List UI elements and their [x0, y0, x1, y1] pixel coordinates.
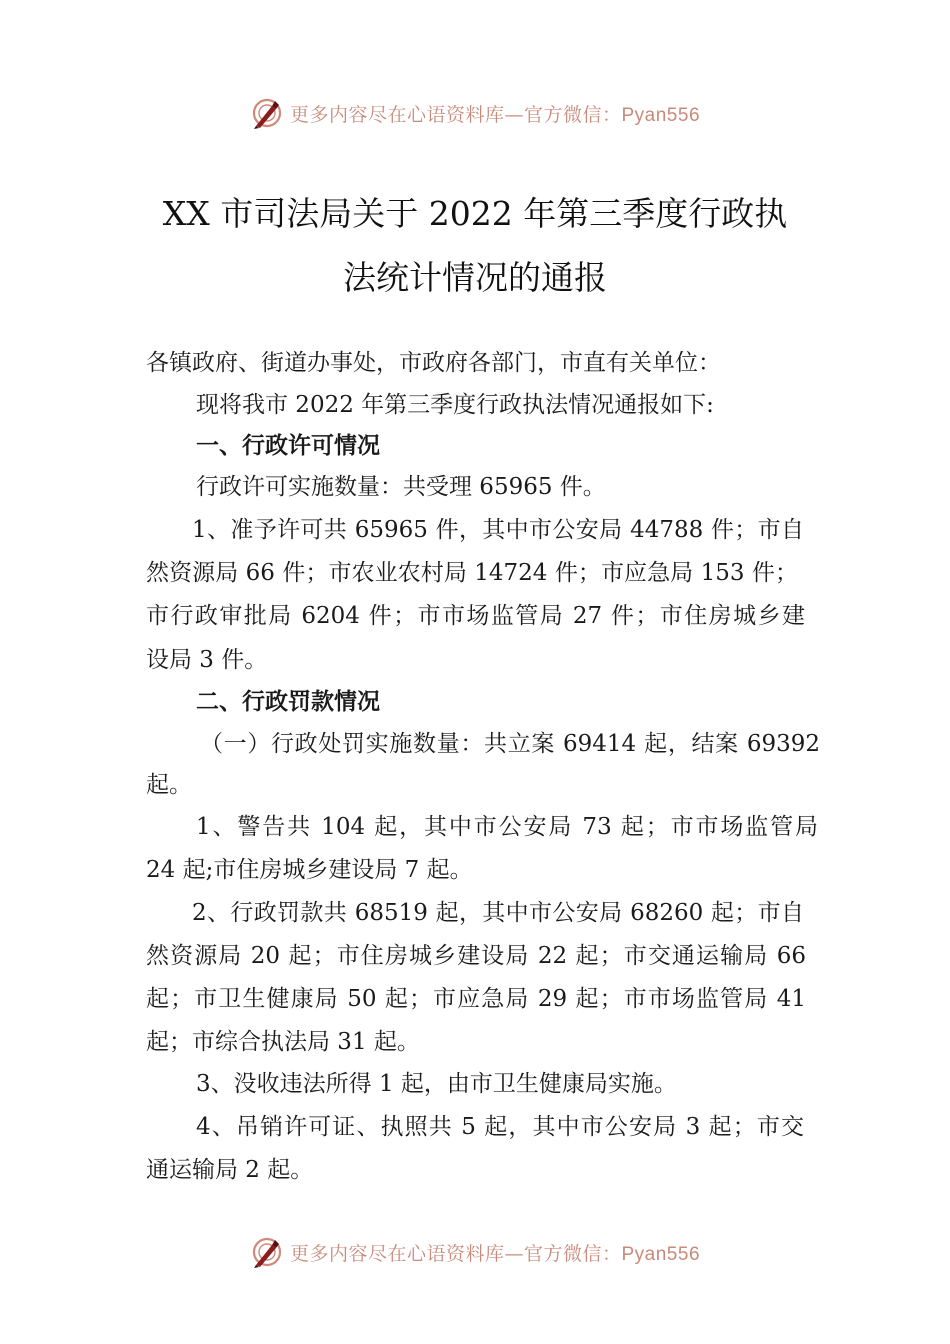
s1-item1-line1: 1、准予许可共 65965 件，其中市公安局 44788 件；市自	[192, 517, 804, 543]
s2-item1-line1: 1、警告共 104 起，其中市公安局 73 起；市市场监管局	[196, 814, 818, 840]
section-heading-1: 一、行政许可情况	[196, 433, 380, 459]
wechat-id: Pyan556	[621, 104, 701, 126]
s2-item1-line2: 24 起;市住房城乡建设局 7 起。	[146, 857, 473, 883]
wechat-id: Pyan556	[621, 1243, 701, 1265]
s2-item4-line2: 通运输局 2 起。	[146, 1157, 314, 1183]
watermark-text: 更多内容尽在心语资料库—官方微信：Pyan556	[289, 103, 701, 126]
s2-item3: 3、没收违法所得 1 起，由市卫生健康局实施。	[196, 1071, 677, 1097]
s1-item1-line3: 市行政审批局 6204 件；市市场监管局 27 件；市住房城乡建	[146, 603, 805, 629]
pen-logo-icon	[250, 96, 284, 130]
watermark-banner-bottom	[0, 1232, 950, 1272]
s2-sub1-line2: 起。	[146, 772, 192, 798]
s1-item1-line2: 然资源局 66 件；市农业农村局 14724 件；市应急局 153 件；	[146, 560, 798, 586]
s2-sub1-line1: （一）行政处罚实施数量：共立案 69414 起，结案 69392	[200, 731, 820, 757]
document-title-line-2: 法统计情况的通报	[343, 258, 607, 297]
s2-item2-line3: 起；市卫生健康局 50 起；市应急局 29 起；市市场监管局 41	[146, 986, 806, 1012]
s2-item2-line4: 起；市综合执法局 31 起。	[146, 1029, 420, 1055]
s1-total: 行政许可实施数量：共受理 65965 件。	[196, 474, 606, 500]
s2-item2-line2: 然资源局 20 起；市住房城乡建设局 22 起；市交通运输局 66	[146, 943, 806, 969]
section-heading-2: 二、行政罚款情况	[196, 689, 380, 715]
watermark-text: 更多内容尽在心语资料库—官方微信：Pyan556	[289, 1242, 701, 1265]
document-title-line-1: XX 市司法局关于 2022 年第三季度行政执	[162, 194, 788, 233]
pen-logo-icon	[250, 1235, 284, 1269]
s2-item4-line1: 4、吊销许可证、执照共 5 起，其中市公安局 3 起；市交	[196, 1114, 804, 1140]
s1-item1-line4: 设局 3 件。	[146, 647, 268, 673]
salutation: 各镇政府、街道办事处，市政府各部门，市直有关单位：	[146, 350, 721, 376]
watermark-banner-top	[0, 93, 950, 133]
intro-paragraph: 现将我市 2022 年第三季度行政执法情况通报如下:	[196, 392, 714, 418]
s2-item2-line1: 2、行政罚款共 68519 起，其中市公安局 68260 起；市自	[192, 900, 804, 926]
